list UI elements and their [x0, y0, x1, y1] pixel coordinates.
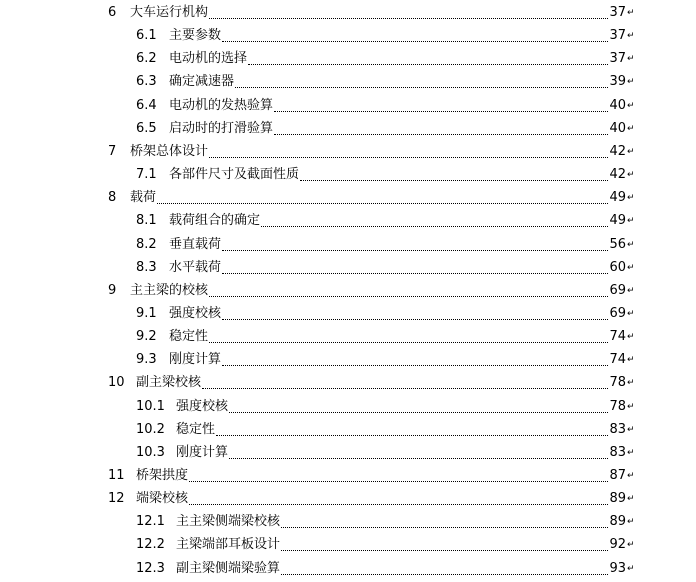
toc-section-entry[interactable]: [136, 26, 635, 46]
toc-entry-number: 9.3: [136, 352, 157, 368]
toc-chapter-entry[interactable]: [108, 188, 635, 208]
toc-entry-number: 10.3: [136, 444, 165, 460]
toc-entry-number: 9.1: [136, 305, 157, 321]
toc-entry-page-number: 40: [609, 120, 626, 136]
paragraph-return-icon: ↵: [627, 563, 635, 574]
toc-chapter-entry[interactable]: [108, 142, 635, 162]
toc-entry-number: 6: [108, 5, 117, 20]
toc-entry-page-number: 78: [609, 375, 626, 391]
toc-entry-title: 各部件尺寸及截面性质: [169, 167, 300, 183]
toc-chapter-entry[interactable]: [108, 466, 635, 486]
toc-section-entry[interactable]: [136, 512, 635, 532]
toc-chapter-entry[interactable]: [108, 373, 635, 393]
toc-entry-page-number: 89: [609, 514, 626, 530]
paragraph-return-icon: ↵: [627, 239, 635, 250]
toc-entry-title: 大车运行机构: [130, 5, 209, 20]
toc-dot-leader: [209, 17, 608, 19]
toc-section-entry[interactable]: [136, 235, 635, 255]
toc-entry-number: 6.3: [136, 74, 157, 90]
paragraph-return-icon: ↵: [627, 54, 635, 65]
toc-entry-page-number: 87: [609, 468, 626, 483]
paragraph-return-icon: ↵: [627, 193, 635, 204]
toc-entry-page-number: 42: [609, 143, 626, 159]
toc-entry-title: 桥架拱度: [136, 468, 189, 483]
toc-section-entry[interactable]: [136, 559, 635, 579]
toc-entry-page-number: 69: [609, 282, 626, 298]
toc-dot-leader: [189, 480, 608, 482]
toc-dot-leader: [248, 63, 608, 65]
toc-entry-page-number: 74: [609, 329, 626, 345]
toc-dot-leader: [209, 341, 608, 343]
toc-entry-page-number: 89: [609, 491, 626, 507]
toc-entry-title: 载荷: [130, 190, 157, 206]
paragraph-return-icon: ↵: [627, 471, 635, 481]
toc-dot-leader: [222, 40, 608, 42]
toc-section-entry[interactable]: [136, 258, 635, 278]
toc-entry-number: 10: [108, 375, 125, 391]
toc-entry-number: 12.3: [136, 560, 165, 576]
toc-section-entry[interactable]: [136, 350, 635, 370]
toc-dot-leader: [274, 133, 608, 135]
toc-entry-title: 垂直载荷: [169, 236, 222, 252]
toc-dot-leader: [222, 272, 608, 274]
toc-entry-number: 12.2: [136, 537, 165, 553]
toc-section-entry[interactable]: [136, 443, 635, 463]
toc-entry-number: 8.1: [136, 213, 157, 229]
paragraph-return-icon: ↵: [627, 494, 635, 505]
toc-dot-leader: [222, 249, 608, 251]
paragraph-return-icon: ↵: [627, 401, 635, 412]
toc-entry-title: 启动时的打滑验算: [169, 120, 274, 136]
toc-section-entry[interactable]: [136, 211, 635, 231]
toc-entry-number: 7: [108, 143, 117, 159]
toc-section-entry[interactable]: [136, 420, 635, 440]
toc-section-entry[interactable]: [136, 165, 635, 185]
toc-section-entry[interactable]: [136, 96, 635, 116]
toc-entry-title: 强度校核: [176, 398, 229, 414]
toc-entry-page-number: 60: [609, 259, 626, 275]
toc-entry-number: 6.4: [136, 97, 157, 113]
toc-entry-title: 主要参数: [169, 28, 222, 44]
toc-chapter-entry[interactable]: [108, 489, 635, 509]
toc-entry-page-number: 78: [609, 398, 626, 414]
toc-entry-number: 8: [108, 190, 117, 206]
toc-entry-number: 10.2: [136, 421, 165, 437]
toc-entry-title: 电动机的选择: [169, 51, 248, 67]
toc-chapter-entry[interactable]: [108, 3, 635, 23]
toc-entry-number: 6.5: [136, 120, 157, 136]
toc-dot-leader: [281, 573, 608, 575]
toc-entry-title: 载荷组合的确定: [169, 213, 261, 229]
toc-entry-page-number: 37: [609, 51, 626, 67]
toc-entry-title: 强度校核: [169, 305, 222, 321]
toc-entry-number: 9: [108, 282, 117, 298]
toc-dot-leader: [274, 110, 608, 112]
toc-entry-page-number: 93: [609, 560, 626, 576]
toc-entry-title: 刚度计算: [176, 444, 229, 460]
paragraph-return-icon: ↵: [627, 146, 635, 157]
toc-entry-page-number: 83: [609, 444, 626, 460]
toc-entry-number: 6.1: [136, 28, 157, 44]
toc-dot-leader: [229, 411, 608, 413]
toc-entry-page-number: 92: [609, 537, 626, 553]
toc-dot-leader: [209, 156, 608, 158]
toc-section-entry[interactable]: [136, 49, 635, 69]
paragraph-return-icon: ↵: [627, 262, 635, 273]
toc-entry-page-number: 37: [609, 5, 626, 20]
paragraph-return-icon: ↵: [627, 31, 635, 42]
toc-entry-page-number: 49: [609, 190, 626, 206]
toc-dot-leader: [209, 295, 608, 297]
toc-dot-leader: [281, 526, 608, 528]
toc-section-entry[interactable]: [136, 72, 635, 92]
toc-dot-leader: [189, 503, 608, 505]
paragraph-return-icon: ↵: [627, 100, 635, 111]
toc-entry-number: 12: [108, 491, 125, 507]
toc-dot-leader: [222, 318, 608, 320]
toc-chapter-entry[interactable]: [108, 281, 635, 301]
toc-entry-title: 电动机的发热验算: [169, 97, 274, 113]
paragraph-return-icon: ↵: [627, 308, 635, 319]
paragraph-return-icon: ↵: [627, 540, 635, 551]
paragraph-return-icon: ↵: [627, 170, 635, 181]
toc-entry-page-number: 37: [609, 28, 626, 44]
paragraph-return-icon: ↵: [627, 378, 635, 389]
toc-entry-title: 主梁端部耳板设计: [176, 537, 281, 553]
toc-entry-title: 水平载荷: [169, 259, 222, 275]
toc-entry-title: 端梁校核: [136, 491, 189, 507]
toc-dot-leader: [222, 364, 608, 366]
paragraph-return-icon: ↵: [627, 447, 635, 458]
paragraph-return-icon: ↵: [627, 216, 635, 227]
toc-entry-number: 6.2: [136, 51, 157, 67]
toc-dot-leader: [157, 202, 608, 204]
paragraph-return-icon: ↵: [627, 77, 635, 88]
toc-entry-page-number: 40: [609, 97, 626, 113]
toc-entry-number: 8.2: [136, 236, 157, 252]
toc-dot-leader: [300, 179, 608, 181]
toc-section-entry[interactable]: [136, 535, 635, 555]
toc-entry-title: 稳定性: [176, 421, 216, 437]
toc-entry-title: 主主梁的校核: [130, 282, 209, 298]
toc-entry-page-number: 39: [609, 74, 626, 90]
toc-entry-title: 副主梁侧端梁验算: [176, 560, 281, 576]
toc-entry-number: 12.1: [136, 514, 165, 530]
toc-entry-page-number: 42: [609, 167, 626, 183]
toc-dot-leader: [235, 86, 608, 88]
toc-entry-title: 副主梁校核: [136, 375, 202, 391]
toc-entry-number: 8.3: [136, 259, 157, 275]
toc-dot-leader: [281, 549, 608, 551]
paragraph-return-icon: ↵: [627, 285, 635, 296]
toc-entry-page-number: 56: [609, 236, 626, 252]
toc-entry-page-number: 83: [609, 421, 626, 437]
toc-entry-page-number: 69: [609, 305, 626, 321]
toc-entry-title: 稳定性: [169, 329, 209, 345]
toc-dot-leader: [229, 457, 608, 459]
toc-entry-number: 10.1: [136, 398, 165, 414]
toc-section-entry[interactable]: [136, 304, 635, 324]
paragraph-return-icon: ↵: [627, 424, 635, 435]
toc-dot-leader: [261, 225, 608, 227]
paragraph-return-icon: ↵: [627, 123, 635, 134]
toc-section-entry[interactable]: [136, 327, 635, 347]
paragraph-return-icon: ↵: [627, 517, 635, 528]
toc-dot-leader: [202, 387, 608, 389]
toc-entry-number: 11: [108, 468, 125, 483]
paragraph-return-icon: ↵: [627, 355, 635, 366]
toc-entry-title: 桥架总体设计: [130, 143, 209, 159]
toc-entry-title: 刚度计算: [169, 352, 222, 368]
toc-entry-page-number: 49: [609, 213, 626, 229]
paragraph-return-icon: ↵: [627, 332, 635, 343]
toc-dot-leader: [216, 434, 608, 436]
toc-entry-number: 7.1: [136, 167, 157, 183]
toc-entry-title: 确定减速器: [169, 74, 235, 90]
toc-entry-page-number: 74: [609, 352, 626, 368]
toc-section-entry[interactable]: [136, 119, 635, 139]
toc-section-entry[interactable]: [136, 397, 635, 417]
paragraph-return-icon: ↵: [627, 8, 635, 18]
toc-entry-number: 9.2: [136, 329, 157, 345]
toc-entry-title: 主主梁侧端梁校核: [176, 514, 281, 530]
